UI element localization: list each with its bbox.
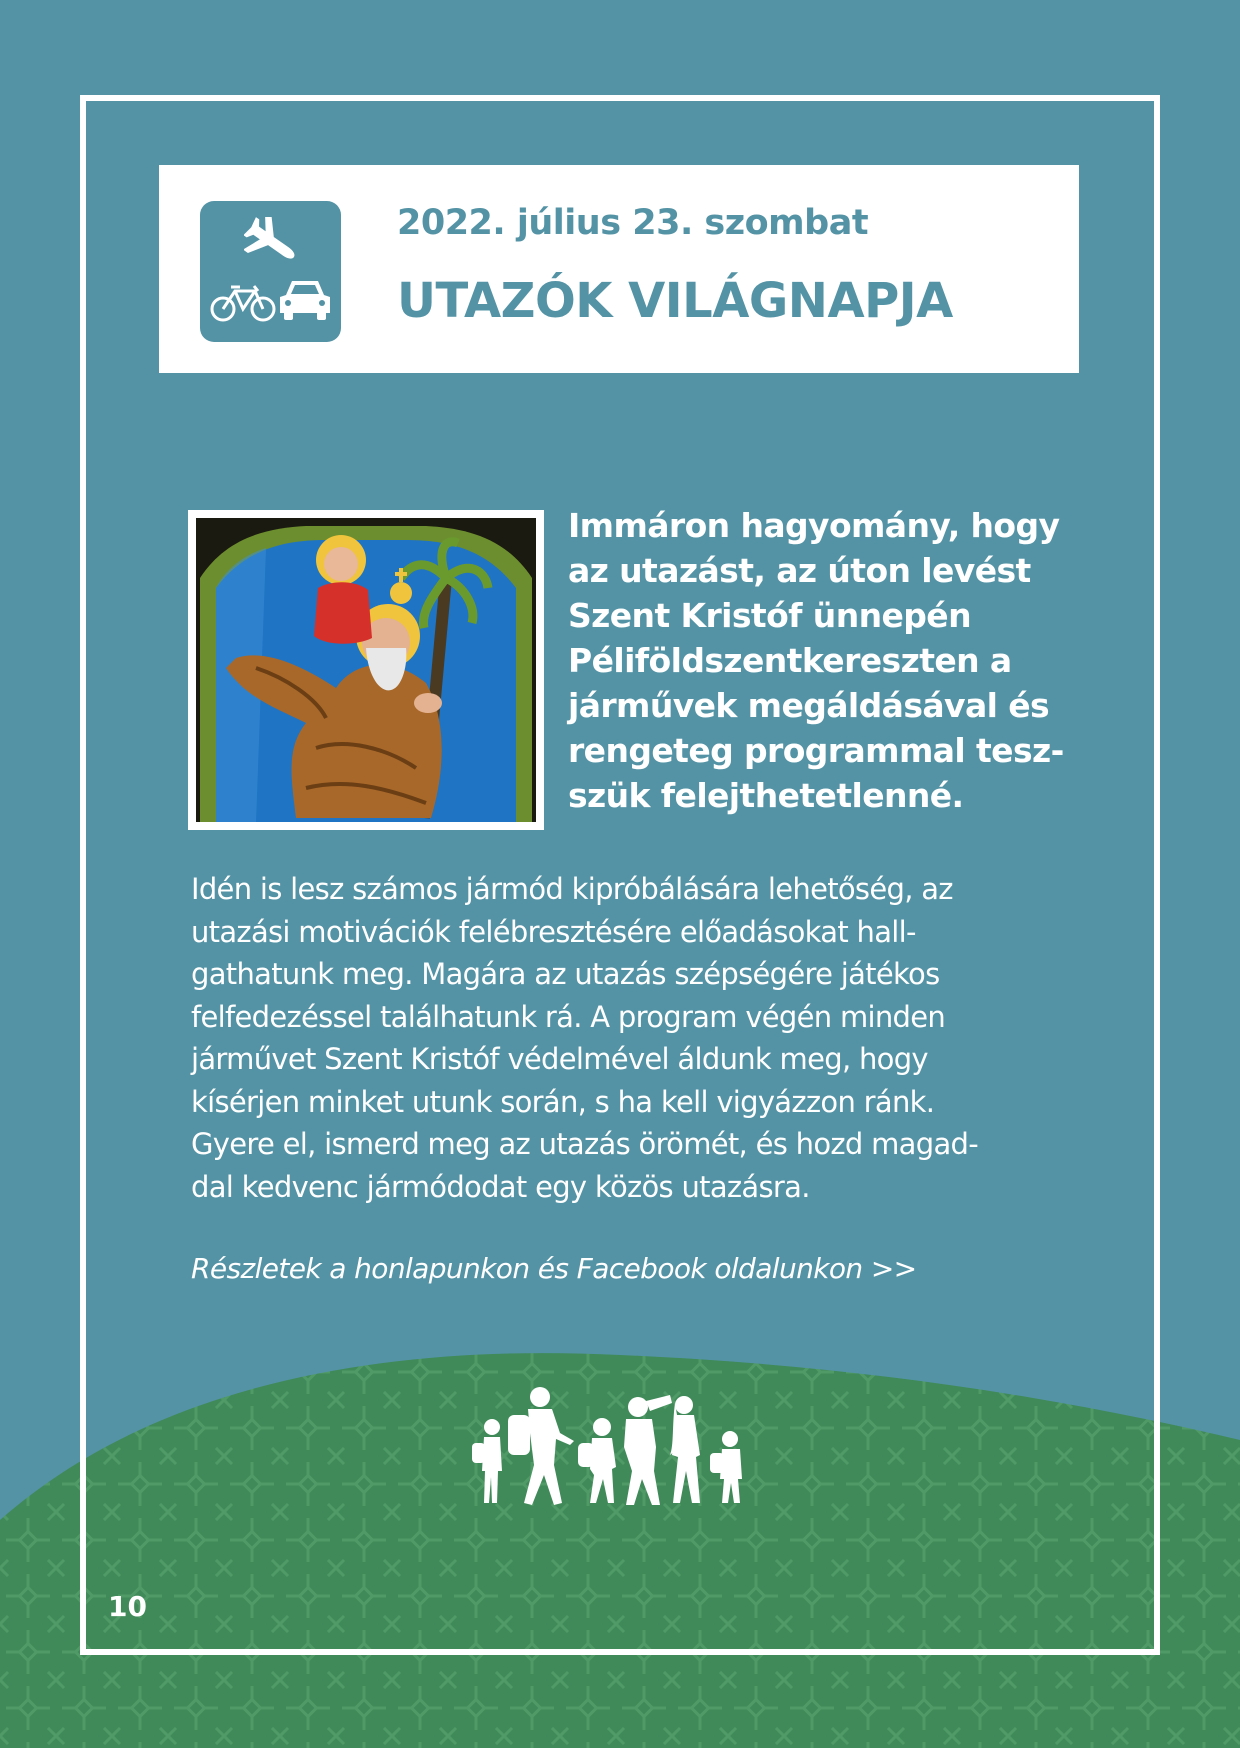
event-header bbox=[159, 165, 1079, 373]
airplane-icon bbox=[244, 217, 300, 269]
lead-line: Szent Kristóf ünnepén bbox=[568, 596, 971, 635]
saint-christopher-image bbox=[188, 510, 544, 830]
car-icon bbox=[278, 277, 332, 321]
body-line: Gyere el, ismerd meg az utazás örömét, és hozd magad- bbox=[191, 1127, 979, 1161]
saint-christopher-illustration bbox=[196, 518, 536, 822]
body-line: dal kedvenc jármódodat egy közös utazásra. bbox=[191, 1169, 810, 1204]
lead-line: rengeteg programmal tesz- bbox=[568, 731, 1064, 770]
body-line: gathatunk meg. Magára az utazás szépségére játékos bbox=[191, 957, 940, 991]
bicycle-icon bbox=[210, 283, 276, 323]
body-line: kísérjen minket utunk során, s ha kell vigyázzon ránk. bbox=[191, 1084, 935, 1119]
details-link[interactable]: Részletek a honlapunkon és Facebook oldalunkon >> bbox=[191, 1252, 917, 1285]
lead-line: Immáron hagyomány, hogy bbox=[568, 506, 1060, 545]
body-line: utazási motivációk felébresztésére előadásokat hall- bbox=[191, 914, 916, 949]
body-paragraph bbox=[191, 868, 1091, 1208]
body-line: járművet Szent Kristóf védelmével áldunk meg, hogy bbox=[191, 1042, 928, 1076]
lead-line: szük felejthetetlenné. bbox=[568, 776, 964, 815]
page-number: 10 bbox=[108, 1590, 147, 1623]
lead-line: az utazást, az úton levést bbox=[568, 551, 1031, 590]
lead-line: járművek megáldásával és bbox=[568, 686, 1050, 725]
body-line: felfedezéssel találhatunk rá. A program végén minden bbox=[191, 999, 946, 1034]
event-title: UTAZÓK VILÁGNAPJA bbox=[397, 273, 953, 329]
hiking-family-icon bbox=[470, 1385, 770, 1535]
lead-line: Péliföldszentkereszten a bbox=[568, 641, 1012, 680]
body-line: Idén is lesz számos jármód kipróbálására lehetőség, az bbox=[191, 872, 953, 906]
travel-icon bbox=[200, 201, 341, 342]
lead-paragraph bbox=[568, 503, 1088, 818]
event-date: 2022. július 23. szombat bbox=[397, 203, 869, 243]
